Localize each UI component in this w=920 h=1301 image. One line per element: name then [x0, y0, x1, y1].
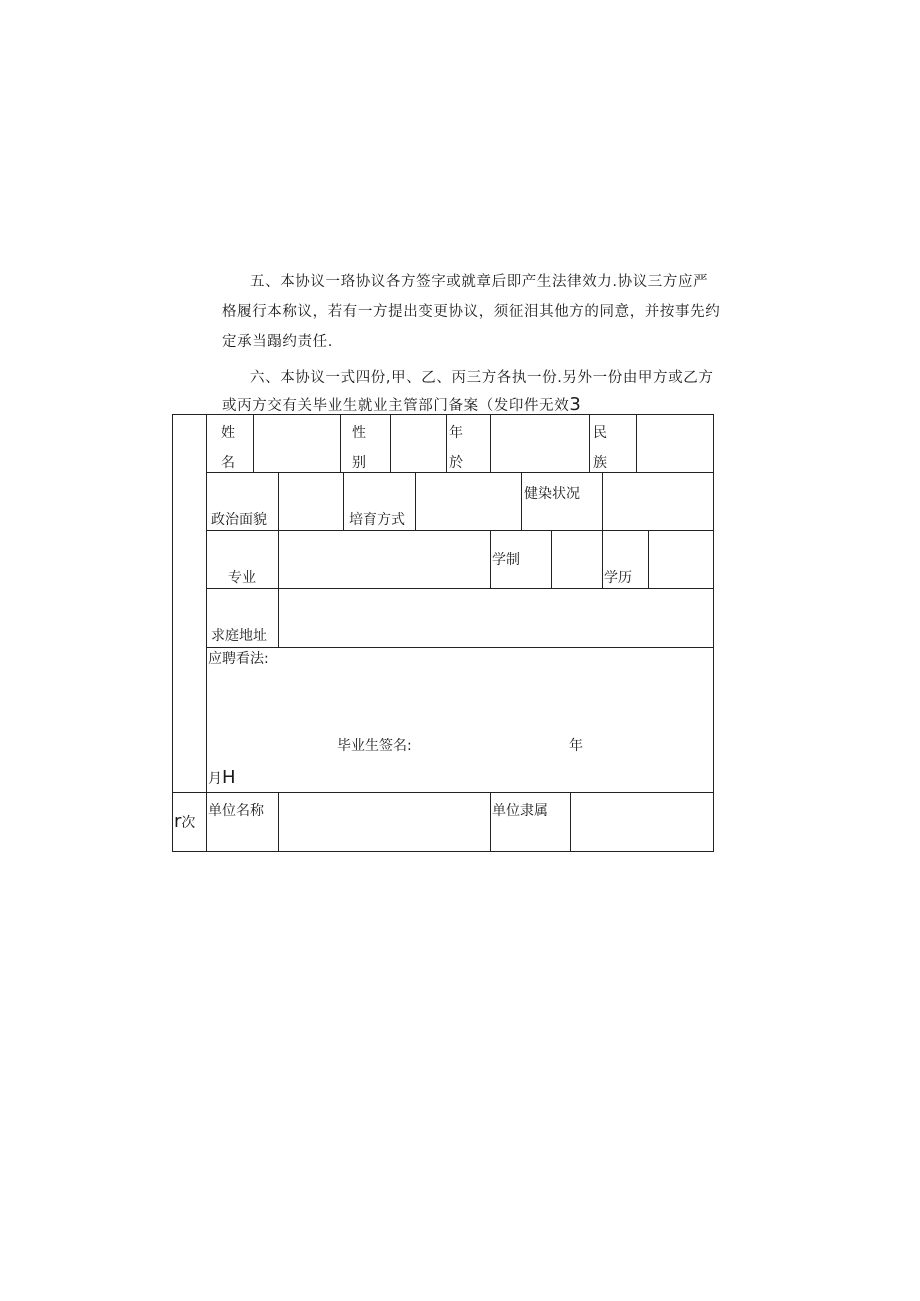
- side-label: [174, 811, 196, 832]
- gender-label-bottom: 别: [352, 455, 366, 471]
- health-value-cell: [602, 472, 714, 531]
- gender-label-top: 性: [352, 425, 366, 441]
- major-value-cell: [278, 530, 491, 589]
- side-column-upper: [172, 414, 207, 793]
- side-label-b: 次: [181, 815, 196, 831]
- unit-affiliation-label-cell: [490, 792, 571, 852]
- clause-6-line-2-text: 或丙方交有关毕业生就业主管部门备案（发印件无效: [222, 398, 570, 414]
- ethnicity-value-cell: [636, 414, 714, 473]
- clause-6-line-2: [222, 394, 581, 415]
- degree-value-cell: [648, 530, 714, 589]
- month-day-label: [208, 767, 236, 788]
- month-label: 月: [208, 771, 222, 787]
- unit-name-value-cell: [278, 792, 491, 852]
- side-label-a: r: [174, 811, 182, 832]
- political-value-cell: [278, 472, 344, 531]
- name-value-cell: [253, 414, 341, 473]
- training-value-cell: [415, 472, 522, 531]
- name-label-bottom: 名: [221, 455, 235, 471]
- signature-label: 毕业生签名:: [337, 738, 412, 754]
- gender-value-cell: [390, 414, 447, 473]
- address-label: 求庭地址: [211, 628, 267, 644]
- age-value-cell: [490, 414, 590, 473]
- age-label-bottom: 於: [449, 455, 463, 471]
- clause-5-line-2: 格履行本称议，若有一方提出变更协议，须征泪其他方的同意，并按事先约: [222, 304, 721, 320]
- name-label-top: 姓: [221, 425, 235, 441]
- major-label: 专业: [228, 570, 256, 586]
- unit-affiliation-value-cell: [570, 792, 714, 852]
- opinion-label: 应聘看法:: [208, 651, 269, 667]
- clause-6-line-1: 六、本协议一式四份,甲、乙、丙三方各执一份.另外一份由甲方或乙方: [250, 370, 714, 386]
- health-label: 健染状况: [524, 486, 580, 502]
- ethnicity-label-bottom: 族: [593, 455, 607, 471]
- political-label: 政治面貌: [211, 512, 267, 528]
- opinion-cell: [206, 647, 714, 793]
- ethnicity-label-top: 民: [593, 425, 607, 441]
- unit-affiliation-label: 单位隶属: [492, 803, 548, 819]
- address-value-cell: [278, 588, 714, 648]
- degree-label: 学历: [604, 570, 632, 586]
- unit-name-label-cell: [206, 792, 279, 852]
- clause-5-line-1: 五、本协议一珞协议各方签字或就章后即产生法律效力.协议三方应严: [250, 274, 709, 290]
- duration-value-cell: [551, 530, 603, 589]
- year-label: 年: [569, 738, 583, 754]
- clause-6-line-2-end: 3: [569, 394, 582, 415]
- day-label: H: [222, 767, 236, 788]
- duration-label: 学制: [492, 552, 520, 568]
- training-label: 培育方式: [349, 512, 405, 528]
- clause-5-line-3: 定承当蹋约责任.: [222, 334, 333, 350]
- age-label-top: 年: [449, 425, 463, 441]
- unit-name-label: 单位名称: [208, 803, 264, 819]
